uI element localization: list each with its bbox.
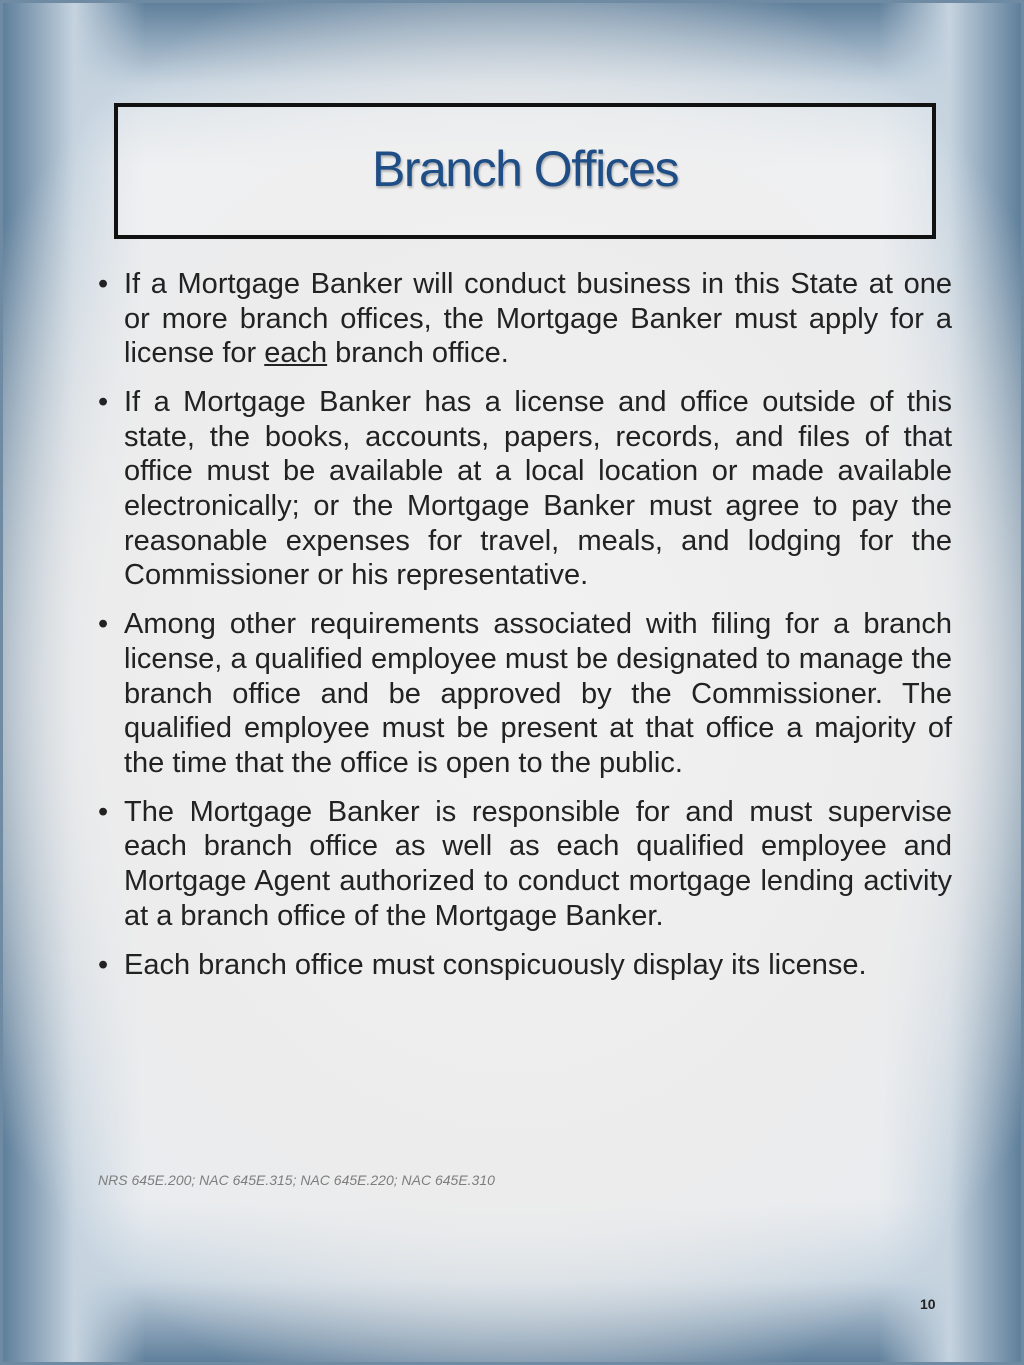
bullet-item: • If a Mortgage Banker will conduct business in this State at one or more branch offices, the Mortgage Banker must apply for a license for each branch office. xyxy=(98,268,952,370)
bullet-list xyxy=(96,267,952,997)
bullet-dot-icon: • xyxy=(98,386,109,419)
bullet-dot-icon: • xyxy=(98,268,109,300)
bullet-dot-icon: • xyxy=(98,608,109,641)
bullet-dot-icon: • xyxy=(98,948,109,981)
citation: NRS 645E.200; NAC 645E.315; NAC 645E.220; NAC 645E.310 xyxy=(98,1172,495,1188)
bullet-item: • If a Mortgage Banker has a license and office outside of this state, the books, accounts, papers, records, and files of that office must be available at a local location or made available electronically; or the Mortgage Banker must agree to pay the reasonable expenses for travel, meals, and lodging for the Commissioner or his representative. xyxy=(98,386,952,592)
bullet-item: • Each branch office must conspicuously display its license. xyxy=(98,948,867,981)
bullet-item: • The Mortgage Banker is responsible for and must supervise each branch office as well as each qualified employee and Mortgage Agent authorized to conduct mortgage lending activity at a branch office of the Mortgage Banker. xyxy=(98,795,952,932)
bullet-item: • Among other requirements associated with filing for a branch license, a qualified employee must be designated to manage the branch office and be approved by the Commissioner. The qualified employee must be present at that office a majority of the time that the office is open to the public. xyxy=(98,608,952,779)
slide-title: Branch Offices xyxy=(371,141,678,197)
page-number: 10 xyxy=(920,1296,936,1312)
emphasized-each: each xyxy=(264,337,328,370)
title-box xyxy=(114,103,936,239)
bullet-dot-icon: • xyxy=(98,795,109,828)
